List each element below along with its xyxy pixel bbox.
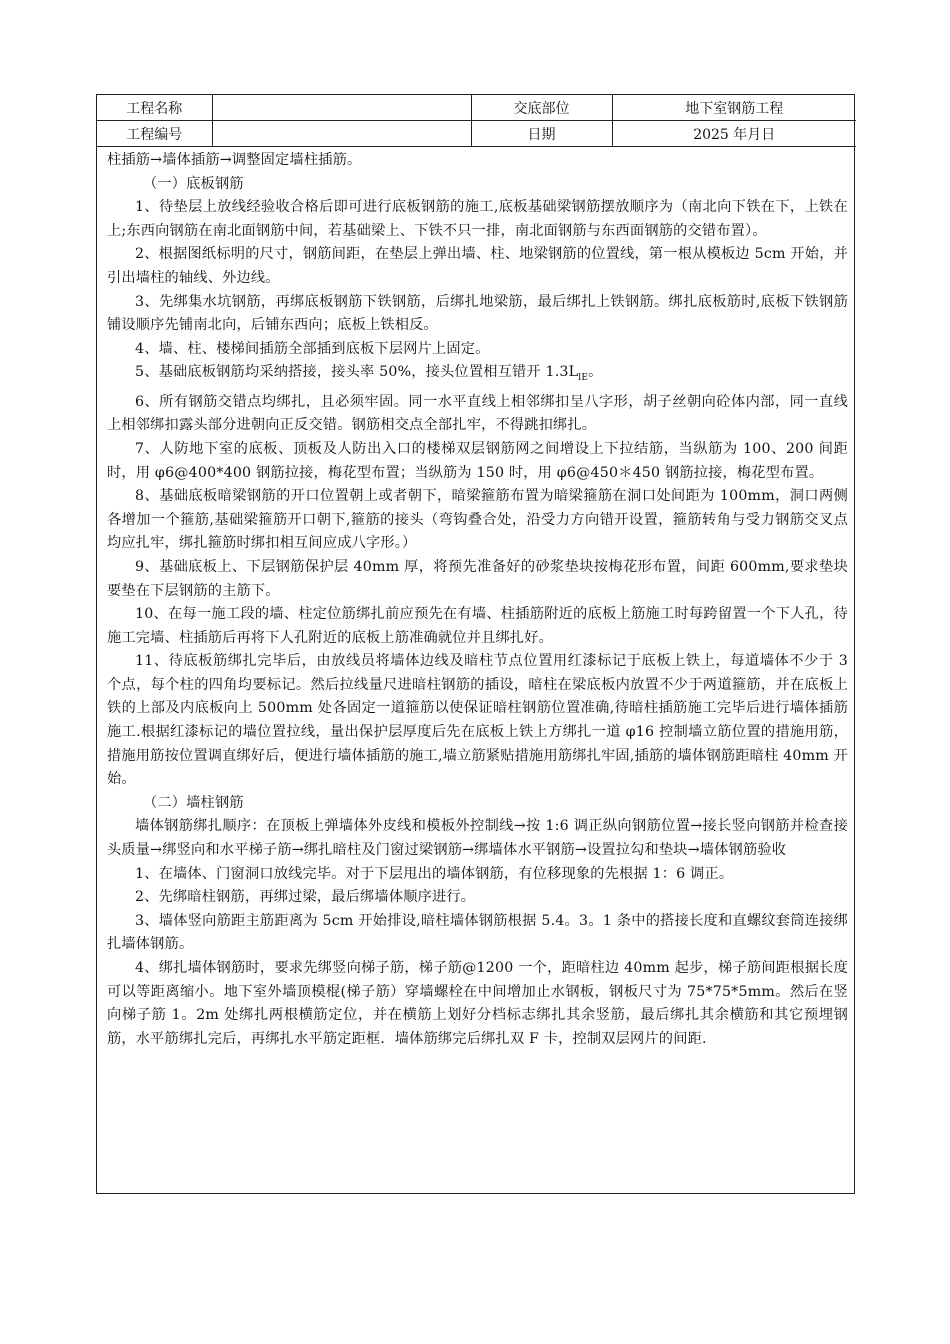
paragraph-4: 4、墙、柱、楼梯间插筋全部插到底板下层网片上固定。 [135, 340, 490, 357]
paragraph-9: 9、基础底板上、下层钢筋保护层 40mm 厚，将预先准备好的砂浆垫块按梅花形布置，间距 600mm,要求垫块要垫在下层钢筋的主筋下。 [107, 558, 848, 599]
paragraph-2: 2、根据图纸标明的尺寸，钢筋间距，在垫层上弹出墙、柱、地梁钢筋的位置线，第一根从模板边 5cm 开始，并引出墙柱的轴线、外边线。 [107, 246, 848, 286]
disclosure-part-label: 交底部位 [471, 95, 612, 121]
header-table [97, 95, 856, 147]
project-name-label: 工程名称 [97, 95, 212, 121]
paragraph-5-end: 。 [588, 364, 603, 381]
section-heading-slab: （一）底板钢筋 [143, 175, 244, 192]
header-row-2 [97, 121, 856, 147]
project-code-label: 工程编号 [97, 121, 212, 147]
paragraph-wall-sequence: 墙体钢筋绑扎顺序：在顶板上弹墙体外皮线和模板外控制线→按 1:6 调正纵向钢筋位置→接长竖向钢筋并检查接头质量→绑竖向和水平梯子筋→绑扎暗柱及门窗过梁钢筋→绑墙体水平钢筋→设置拉勾和垫块→墙体钢筋验收 [107, 818, 848, 859]
paragraph-wall-1: 1、在墙体、门窗洞口放线完毕。对于下层甩出的墙体钢筋，有位移现象的先根据 1：6 调正。 [135, 865, 734, 882]
paragraph-wall-2: 2、先绑暗柱钢筋，再绑过梁，最后绑墙体顺序进行。 [135, 889, 476, 906]
paragraph-6: 6、所有钢筋交错点均绑扎，且必须牢固。同一水平直线上相邻绑扣呈八字形，胡子丝朝向砼体内部，同一直线上相邻绑扣露头部分进朝向正反交错。钢筋相交点全部扎牢，不得跳扣绑扎。 [107, 393, 848, 434]
paragraph-10: 10、在每一施工段的墙、柱定位筋绑扎前应预先在有墙、柱插筋附近的底板上筋施工时每跨留置一个下人孔，待施工完墙、柱插筋后再将下人孔附近的底板上筋准确就位并且绑扎好。 [107, 606, 848, 646]
header-row-1 [97, 95, 856, 121]
paragraph-11: 11、待底板筋绑扎完毕后，由放线员将墙体边线及暗柱节点位置用红漆标记于底板上铁上，每道墙体不少于 3 个点，每个柱的四角均要标记。然后拉线量尺进暗柱钢筋的插设，暗柱在梁底板内放置不少于两道箍筋，并在底板上铁的上部及内底板向上 500mm 处各固定一道箍筋以使保证暗柱钢筋位置准确,待暗柱插筋施工完毕后进行墙体插筋施工.根据红漆标记的墙位置拉线，量出保护层厚度后先在底板上铁上方绑扎一道 φ16 控制墙立筋位置的措施用筋，措施用筋按位置调直绑好后，便进行墙体插筋的施工,墙立筋紧贴措施用筋绑扎牢固,插筋的墙体钢筋距暗柱 40mm 开始。 [107, 653, 848, 788]
section-heading-wall: （二）墙柱钢筋 [143, 794, 244, 811]
paragraph-8: 8、基础底板暗梁钢筋的开口位置朝上或者朝下，暗梁箍筋布置为暗梁箍筋在洞口处间距为 100mm，洞口两侧各增加一个箍筋,基础梁箍筋开口朝下,箍筋的接头（弯钩叠合处，沿受力方向错开设置，箍筋转角与受力钢筋交叉点均应扎牢，绑扎箍筋时绑扣相互间应成八字形。） [107, 488, 848, 552]
paragraph-3: 3、先绑集水坑钢筋，再绑底板钢筋下铁钢筋，后绑扎地梁筋，最后绑扎上铁钢筋。绑扎底板筋时,底板下铁钢筋铺设顺序先铺南北向，后铺东西向；底板上铁相反。 [107, 293, 848, 334]
paragraph-intro: 柱插筋→墙体插筋→调整固定墙柱插筋。 [107, 152, 362, 168]
date-label: 日期 [471, 121, 612, 147]
disclosure-part-value: 地下室钢筋工程 [612, 95, 856, 121]
paragraph-5 [107, 361, 848, 390]
paragraph-5-text: 5、基础底板钢筋均采纳搭接，接头率 50%，接头位置相互错开 1.3L [135, 364, 579, 381]
paragraph-wall-4: 4、绑扎墙体钢筋时，要求先绑竖向梯子筋，梯子筋@1200 一个，距暗柱边 40mm 起步，梯子筋间距根据长度可以等距离缩小。地下室外墙顶模棍(梯子筋）穿墙螺栓在中间增加止水钢板，钢板尺寸为 75*75*5mm。然后在竖向梯子筋 1。2m 处绑扎两根横筋定位，并在横筋上划好分档标志绑扎其余竖筋，最后绑扎其余横筋和其它预埋钢筋，水平筋绑扎完后，再绑扎水平筋定距框．墙体筋绑完后绑扎双 F 卡，控制双层网片的间距. [107, 960, 848, 1047]
paragraph-5-subscript: lE [578, 373, 589, 384]
paragraph-1: 1、待垫层上放线经验收合格后即可进行底板钢筋的施工,底板基础梁钢筋摆放顺序为（南北向下铁在下，上铁在上;东西向钢筋在南北面钢筋中间，若基础梁上、下铁不只一排，南北面钢筋与东西面钢筋的交错布置）。 [107, 199, 848, 239]
date-value: 2025 年月日 [612, 121, 856, 147]
disclosure-sheet [96, 94, 855, 1194]
project-name-value [212, 95, 471, 121]
project-code-value [212, 121, 471, 147]
paragraph-wall-3: 3、墙体竖向筋距主筋距离为 5cm 开始排设,暗柱墙体钢筋根据 5.4。3。1 条中的搭接长度和直螺纹套筒连接绑扎墙体钢筋。 [107, 912, 848, 953]
paragraph-7: 7、人防地下室的底板、顶板及人防出入口的楼梯双层钢筋网之间增设上下拉结筋，当纵筋为 100、200 间距时，用 φ6@400*400 钢筋拉接，梅花型布置；当纵筋为 150 时，用 φ6@450＊450 钢筋拉接，梅花型布置。 [107, 440, 848, 481]
document-body [97, 147, 854, 1051]
